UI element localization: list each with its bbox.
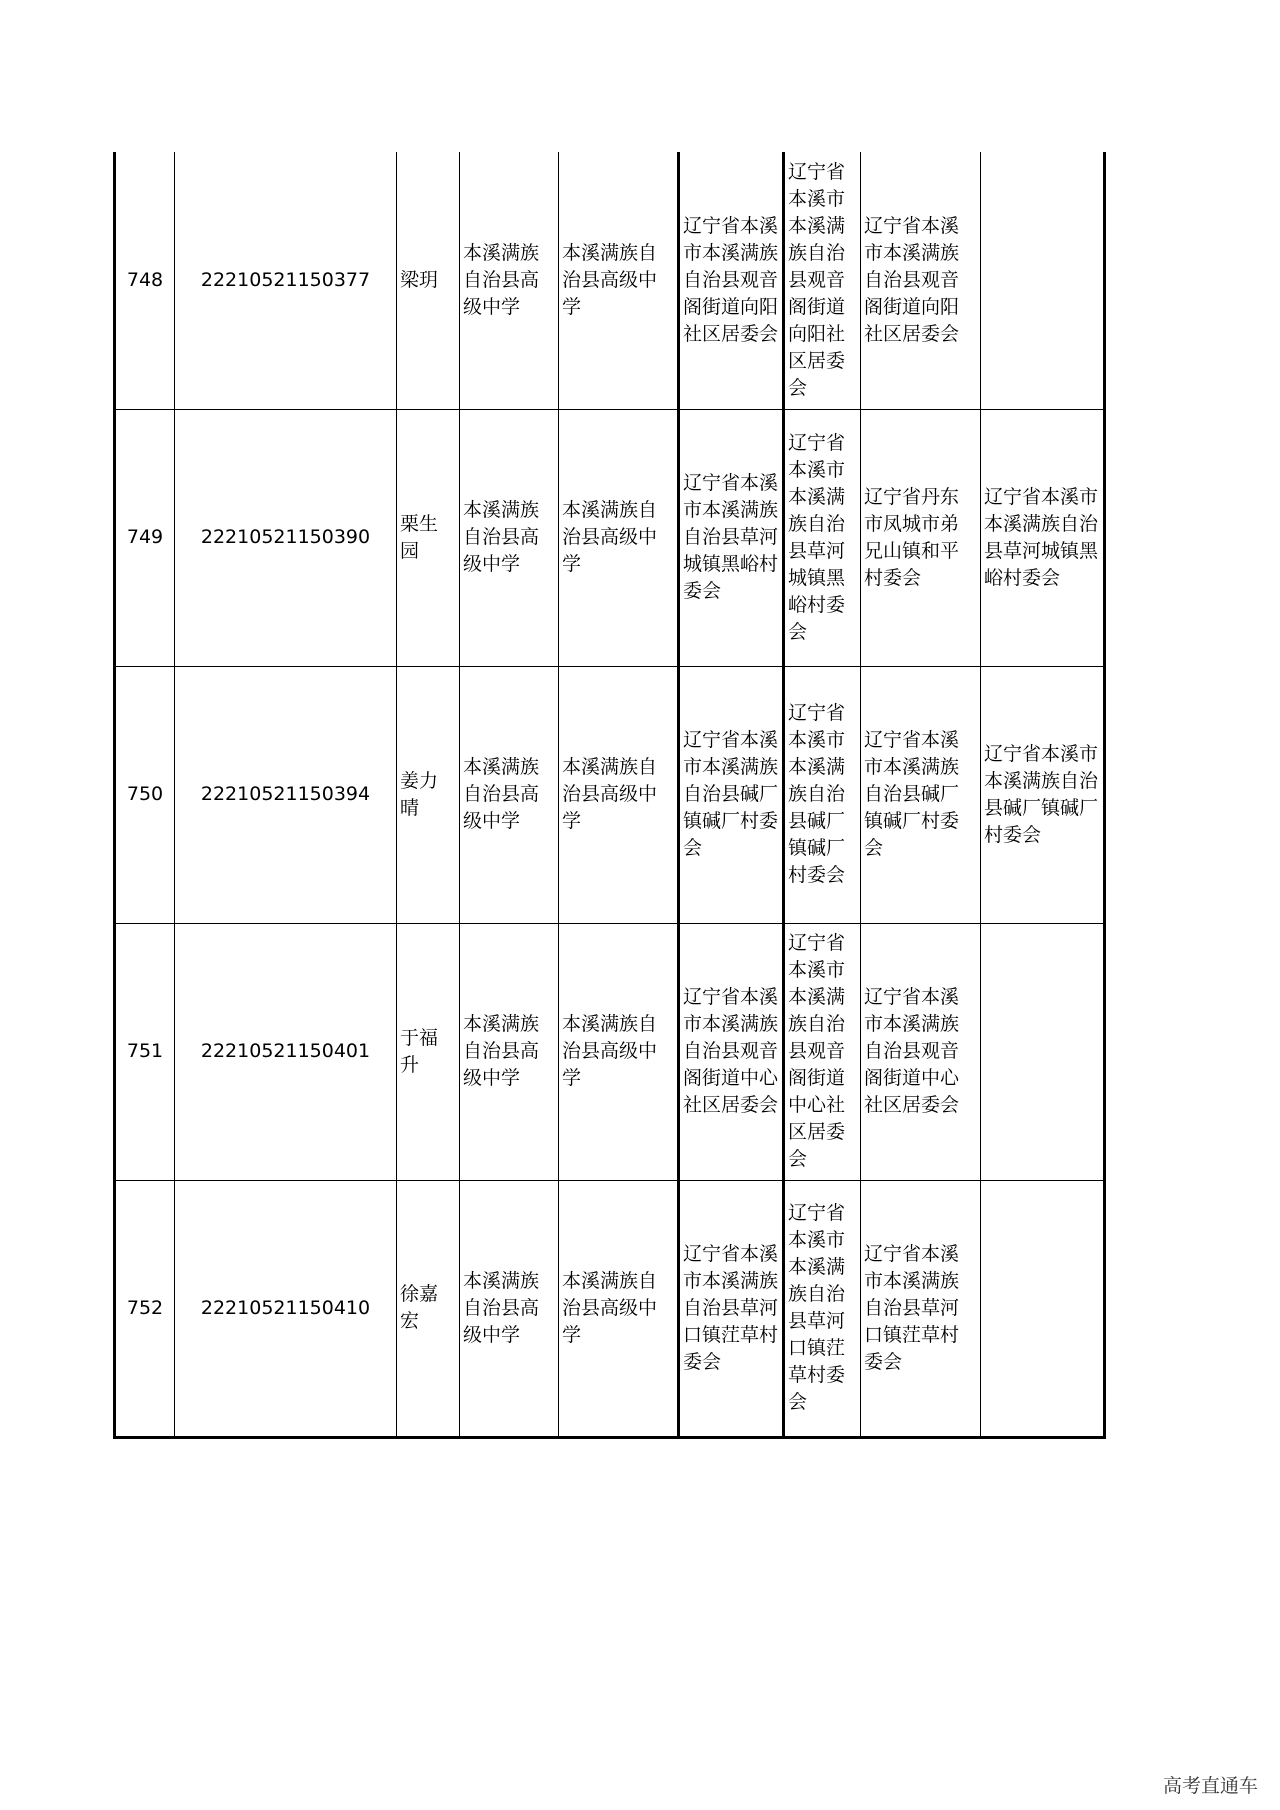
address-cell-4 bbox=[981, 1180, 1105, 1437]
address-cell-4 bbox=[981, 923, 1105, 1180]
school-cell-1: 本溪满族自治县高级中学 bbox=[460, 923, 559, 1180]
school-cell-2: 本溪满族自治县高级中学 bbox=[559, 666, 679, 923]
address-cell-3: 辽宁省本溪市本溪满族自治县碱厂镇碱厂村委会 bbox=[861, 666, 981, 923]
row-index-cell: 752 bbox=[115, 1180, 175, 1437]
table-row bbox=[115, 152, 1105, 409]
roster-body bbox=[115, 152, 1105, 1437]
address-cell-1: 辽宁省本溪市本溪满族自治县碱厂镇碱厂村委会 bbox=[679, 666, 784, 923]
exam-id-cell: 22210521150410 bbox=[175, 1180, 397, 1437]
school-cell-2: 本溪满族自治县高级中学 bbox=[559, 923, 679, 1180]
address-cell-1: 辽宁省本溪市本溪满族自治县观音阁街道中心社区居委会 bbox=[679, 923, 784, 1180]
student-name-cell: 于福升 bbox=[397, 923, 460, 1180]
table-row bbox=[115, 1180, 1105, 1437]
table-row bbox=[115, 666, 1105, 923]
school-cell-1: 本溪满族自治县高级中学 bbox=[460, 666, 559, 923]
exam-id-cell: 22210521150390 bbox=[175, 409, 397, 666]
table-row bbox=[115, 923, 1105, 1180]
exam-id-cell: 22210521150394 bbox=[175, 666, 397, 923]
address-cell-3: 辽宁省本溪市本溪满族自治县草河口镇茳草村委会 bbox=[861, 1180, 981, 1437]
roster-table-container bbox=[113, 152, 1103, 1439]
address-cell-4: 辽宁省本溪市本溪满族自治县草河城镇黑峪村委会 bbox=[981, 409, 1105, 666]
address-cell-1: 辽宁省本溪市本溪满族自治县草河口镇茳草村委会 bbox=[679, 1180, 784, 1437]
school-cell-2: 本溪满族自治县高级中学 bbox=[559, 409, 679, 666]
exam-id-cell: 22210521150377 bbox=[175, 152, 397, 409]
school-cell-2: 本溪满族自治县高级中学 bbox=[559, 1180, 679, 1437]
address-cell-4 bbox=[981, 152, 1105, 409]
row-index-cell: 749 bbox=[115, 409, 175, 666]
address-cell-2: 辽宁省本溪市本溪满族自治县观音阁街道向阳社区居委会 bbox=[784, 152, 861, 409]
address-cell-2: 辽宁省本溪市本溪满族自治县观音阁街道中心社区居委会 bbox=[784, 923, 861, 1180]
student-name-cell: 徐嘉宏 bbox=[397, 1180, 460, 1437]
school-cell-1: 本溪满族自治县高级中学 bbox=[460, 409, 559, 666]
address-cell-4: 辽宁省本溪市本溪满族自治县碱厂镇碱厂村委会 bbox=[981, 666, 1105, 923]
school-cell-2: 本溪满族自治县高级中学 bbox=[559, 152, 679, 409]
school-cell-1: 本溪满族自治县高级中学 bbox=[460, 152, 559, 409]
roster-table bbox=[113, 152, 1106, 1439]
address-cell-3: 辽宁省本溪市本溪满族自治县观音阁街道中心社区居委会 bbox=[861, 923, 981, 1180]
student-name-cell: 梁玥 bbox=[397, 152, 460, 409]
student-name-cell: 姜力晴 bbox=[397, 666, 460, 923]
row-index-cell: 748 bbox=[115, 152, 175, 409]
student-name-cell: 栗生园 bbox=[397, 409, 460, 666]
address-cell-3: 辽宁省本溪市本溪满族自治县观音阁街道向阳社区居委会 bbox=[861, 152, 981, 409]
address-cell-2: 辽宁省本溪市本溪满族自治县草河城镇黑峪村委会 bbox=[784, 409, 861, 666]
address-cell-1: 辽宁省本溪市本溪满族自治县草河城镇黑峪村委会 bbox=[679, 409, 784, 666]
address-cell-2: 辽宁省本溪市本溪满族自治县草河口镇茳草村委会 bbox=[784, 1180, 861, 1437]
table-row bbox=[115, 409, 1105, 666]
row-index-cell: 750 bbox=[115, 666, 175, 923]
exam-id-cell: 22210521150401 bbox=[175, 923, 397, 1180]
address-cell-2: 辽宁省本溪市本溪满族自治县碱厂镇碱厂村委会 bbox=[784, 666, 861, 923]
address-cell-1: 辽宁省本溪市本溪满族自治县观音阁街道向阳社区居委会 bbox=[679, 152, 784, 409]
row-index-cell: 751 bbox=[115, 923, 175, 1180]
watermark-text: 高考直通车 bbox=[1162, 1775, 1258, 1797]
address-cell-3: 辽宁省丹东市凤城市弟兄山镇和平村委会 bbox=[861, 409, 981, 666]
school-cell-1: 本溪满族自治县高级中学 bbox=[460, 1180, 559, 1437]
